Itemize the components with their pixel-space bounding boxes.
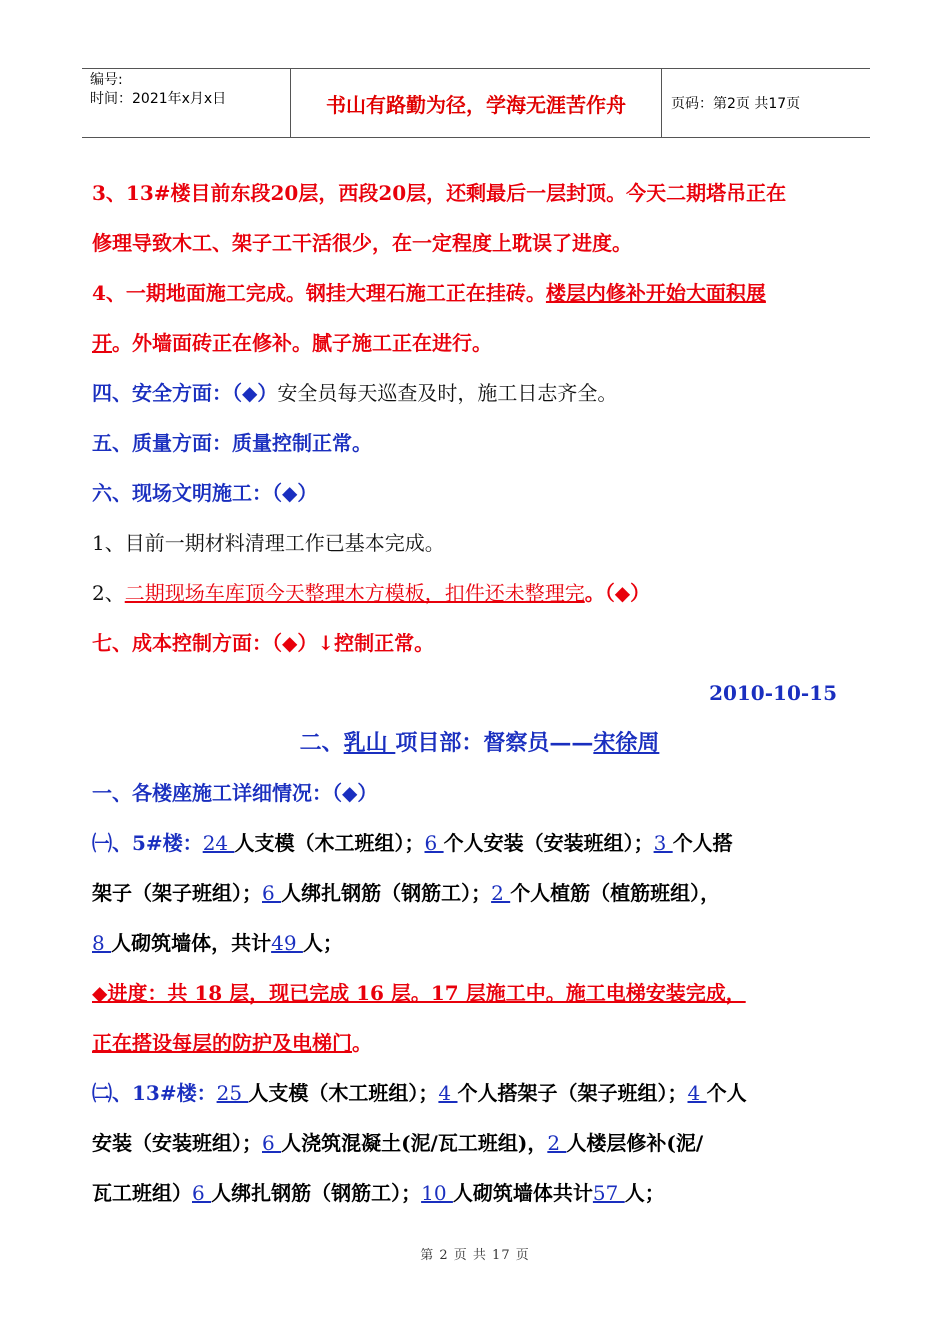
line-safety <box>92 368 867 418</box>
line-phase1-ground <box>92 268 867 318</box>
count: 6 <box>192 1181 212 1205</box>
line-building-13-cont <box>92 1118 867 1168</box>
line-crane-repair: 修理导致木工、架子工干活很少，在一定程度上耽误了进度。 <box>92 231 632 255</box>
text: 安装（安装班组）； <box>92 1131 262 1155</box>
document-body <box>92 168 867 1218</box>
text: 人支模（木工班组）； <box>234 831 425 855</box>
text: 2、 <box>92 581 125 605</box>
count: 6 <box>262 881 282 905</box>
line-building-5-total <box>92 918 867 968</box>
text: ㈠、5#楼： <box>92 831 203 855</box>
report-date: 2010-10-15 <box>709 681 837 705</box>
text: ㈡、13#楼： <box>92 1081 217 1105</box>
line-civilized-heading: 六、现场文明施工：（◆） <box>92 481 318 505</box>
count: 49 <box>271 931 303 955</box>
line-progress-5-cont <box>92 1018 867 1068</box>
text: 个人搭架子（架子班组）； <box>457 1081 688 1105</box>
text: 。外墙面砖正在修补。腻子施工正在进行。 <box>112 331 492 355</box>
text: 。 <box>352 1031 372 1055</box>
text: 人浇筑混凝土(泥/瓦工班组)， <box>281 1131 548 1155</box>
text: 人楼层修补(泥/ <box>566 1131 704 1155</box>
count: 4 <box>438 1081 458 1105</box>
line-building-5-cont <box>92 868 867 918</box>
count: 3 <box>653 831 673 855</box>
header-motto: 书山有路勤为径，学海无涯苦作舟 <box>291 69 662 137</box>
text: 瓦工班组） <box>92 1181 192 1205</box>
text: 人支模（木工班组）； <box>248 1081 439 1105</box>
text: 项目部：督察员—— <box>395 730 594 756</box>
line-building-13 <box>92 1068 867 1118</box>
header-page-info: 页码：第2页 共17页 <box>671 96 801 112</box>
safety-text: 安全员每天巡查及时，施工日志齐全。 <box>277 381 618 405</box>
header-table <box>82 68 870 138</box>
line-building-13-total <box>92 1168 867 1218</box>
time-label: 时间：2021年x月x日 <box>90 91 227 107</box>
underlined-text: 楼层内修补开始大面积展 <box>545 281 766 305</box>
text: 个人植筋（植筋班组）， <box>510 881 721 905</box>
underlined-text: 开 <box>92 331 112 355</box>
line-material-cleanup: 1、目前一期材料清理工作已基本完成。 <box>92 531 445 555</box>
count: 8 <box>92 931 112 955</box>
page-footer: 第 2 页 共 17 页 <box>420 1248 530 1263</box>
text: 二、 <box>299 730 344 756</box>
header-meta <box>82 69 291 137</box>
count: 2 <box>491 881 511 905</box>
text: 人绑扎钢筋（钢筋工）； <box>211 1181 422 1205</box>
count: 10 <box>421 1181 453 1205</box>
line-13-progress: 3、13#楼目前东段20层，西段20层，还剩最后一层封顶。今天二期塔吊正在 <box>92 181 787 205</box>
underlined-text: 二期现场车库顶今天整理木方模板，扣件还未整理完 <box>124 581 585 605</box>
text: 架子（架子班组）； <box>92 881 262 905</box>
count: 6 <box>424 831 444 855</box>
count: 2 <box>547 1131 567 1155</box>
line-progress-5: ◆进度：共 18 层，现已完成 16 层。17 层施工中。施工电梯安装完成， <box>92 981 746 1005</box>
count: 24 <box>202 831 235 855</box>
text: 个人安装（安装班组）； <box>443 831 654 855</box>
text: 人； <box>624 1181 665 1205</box>
text: 人砌筑墙体，共计 <box>111 931 272 955</box>
text: 人； <box>302 931 343 955</box>
project-name: 乳山 <box>343 730 396 756</box>
line-building-heading: 一、各楼座施工详细情况：（◆） <box>92 781 378 805</box>
text: 4、一期地面施工完成。钢挂大理石施工正在挂砖。 <box>92 281 546 305</box>
inspector-name: 宋徐周 <box>593 730 660 756</box>
text: 。（◆） <box>584 581 651 605</box>
text: 人砌筑墙体共计 <box>452 1181 593 1205</box>
line-quality: 五、质量方面：质量控制正常。 <box>92 431 372 455</box>
line-building-5 <box>92 818 867 868</box>
text: 人绑扎钢筋（钢筋工）； <box>281 881 492 905</box>
underlined-text: 正在搭设每层的防护及电梯门 <box>92 1031 352 1055</box>
line-exterior-wall <box>92 318 867 368</box>
count: 6 <box>262 1131 282 1155</box>
count: 57 <box>592 1181 625 1205</box>
line-cost-control: 七、成本控制方面：（◆）↓控制正常。 <box>92 631 435 655</box>
text: 个人 <box>706 1081 747 1105</box>
section-title <box>92 718 867 768</box>
serial-label: 编号: <box>90 72 123 88</box>
text: 个人搭 <box>672 831 733 855</box>
count: 4 <box>687 1081 707 1105</box>
safety-heading: 四、安全方面：（◆） <box>92 381 278 405</box>
line-garage-roof <box>92 568 867 618</box>
count: 25 <box>216 1081 249 1105</box>
